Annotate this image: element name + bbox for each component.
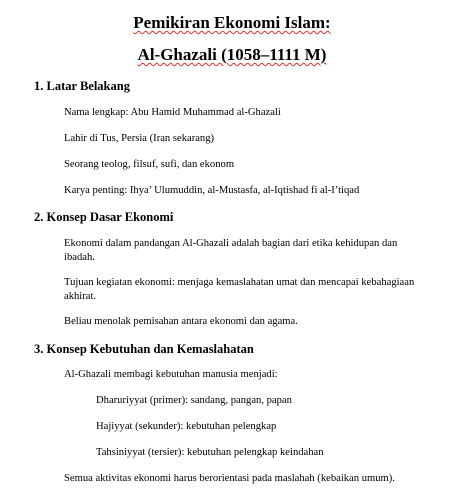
section-1-item-name: Nama lengkap: Abu Hamid Muhammad al-Ghazali [64,107,281,118]
section-1-item-profession: Seorang teolog, filsuf, sufi, dan ekonom [64,159,235,170]
section-3-level-tertiary: Tahsiniyyat (tersier): kebutuhan pelengkap keindahan [96,447,324,458]
section-3-heading: 3. Konsep Kebutuhan dan Kemaslahatan [34,342,254,356]
section-3-intro: Al-Ghazali membagi kebutuhan manusia menjadi: [64,369,278,380]
section-2-paragraph-1: Ekonomi dalam pandangan Al-Ghazali adalah bagian dari etika kehidupan dan ibadah. [64,238,398,263]
section-2-paragraph-2: Tujuan kegiatan ekonomi: menjaga kemaslahatan umat dan mencapai kebahagiaan akhirat. [64,277,415,302]
document-subtitle [0,45,464,65]
title-line-2: Al-Ghazali (1058–1111 M) [137,45,327,64]
section-2-paragraph-3: Beliau menolak pemisahan antara ekonomi dan agama. [64,316,298,327]
section-2-heading: 2. Konsep Dasar Ekonomi [34,210,174,224]
section-3-level-secondary: Hajiyyat (sekunder): kebutuhan pelengkap [96,421,277,432]
section-1-item-birthplace: Lahir di Tus, Persia (Iran sekarang) [64,133,215,144]
section-1-item-works: Karya penting: Ihya’ Ulumuddin, al-Mustasfa, al-Iqtishad fi al-I’tiqad [64,185,360,196]
section-3-closing: Semua aktivitas ekonomi harus berorientasi pada maslahah (kebaikan umum). [64,473,395,484]
section-1-heading: 1. Latar Belakang [34,79,130,93]
title-line-1: Pemikiran Ekonomi Islam: [133,13,331,32]
section-3-level-primary: Dharuriyyat (primer): sandang, pangan, papan [96,395,292,406]
document-title [0,13,464,33]
